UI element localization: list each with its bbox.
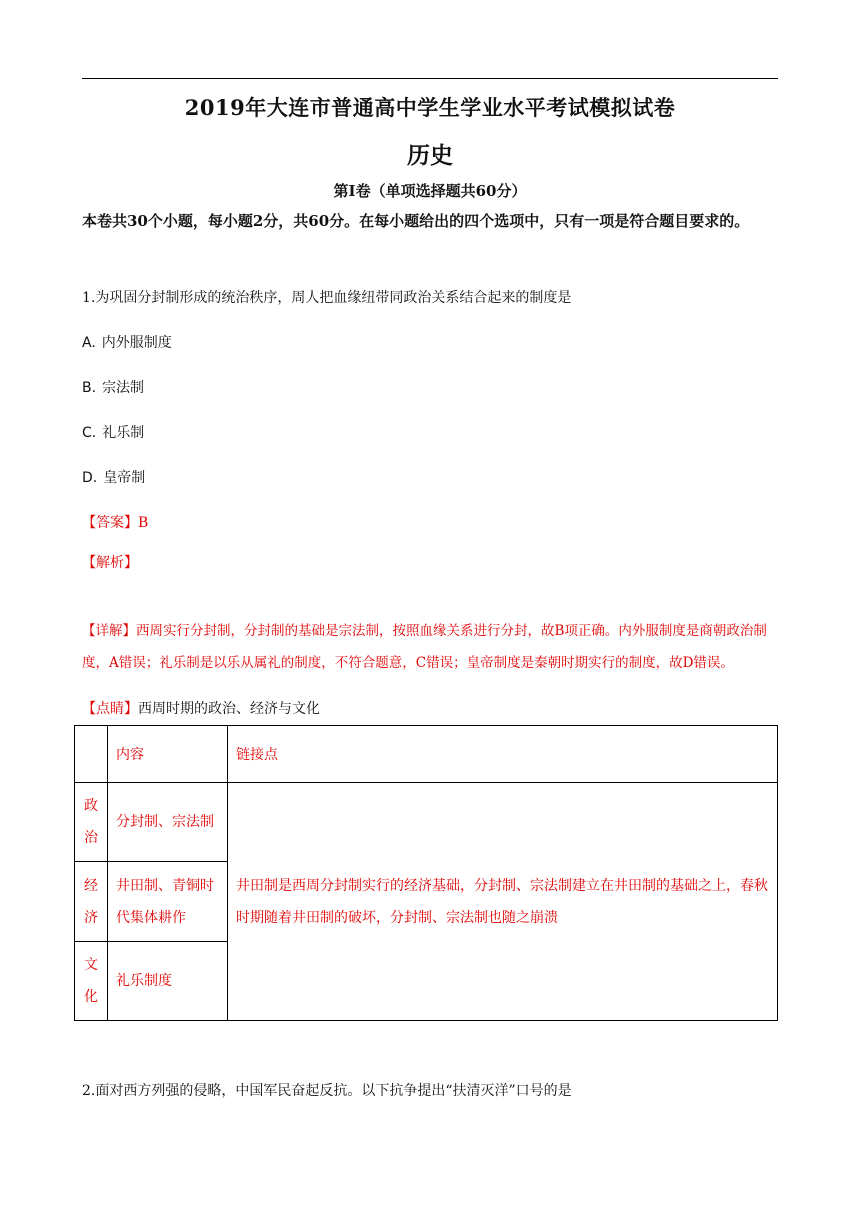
category-cell: 政治 xyxy=(75,783,108,862)
point-text: 西周时期的政治、经济与文化 xyxy=(138,701,320,717)
header-cell-blank xyxy=(75,726,108,783)
option-letter: B. xyxy=(82,380,97,396)
detail-explanation: 【详解】西周实行分封制，分封制的基础是宗法制，按照血缘关系进行分封，故B项正确。内外服制度是商朝政治制度，A错误；礼乐制是以乐从属礼的制度，不符合题意，C错误；皇帝制度是秦朝时期实行的制度，故D错误。 xyxy=(82,623,767,671)
option-letter: D. xyxy=(82,470,98,486)
link-cell: 井田制是西周分封制实行的经济基础，分封制、宗法制建立在井田制的基础之上，春秋时期随着井田制的破坏，分封制、宗法制也随之崩溃 xyxy=(228,783,778,1021)
analysis-label: 【解析】 xyxy=(82,555,138,571)
summary-table xyxy=(74,725,778,1021)
option-text: 宗法制 xyxy=(102,380,145,396)
header-cell-link: 链接点 xyxy=(228,726,778,783)
header-rule xyxy=(82,78,778,79)
table-header-row xyxy=(75,726,778,783)
option-a xyxy=(82,332,172,352)
option-text: 礼乐制 xyxy=(102,425,145,441)
option-c xyxy=(82,422,144,442)
section-title: 第Ⅰ卷（单项选择题共60分） xyxy=(333,182,527,200)
category-cell: 经济 xyxy=(75,862,108,942)
content-cell: 礼乐制度 xyxy=(108,942,228,1021)
option-letter: C. xyxy=(82,425,97,441)
option-d xyxy=(82,467,145,487)
question-2-stem: 2.面对西方列强的侵略，中国军民奋起反抗。以下抗争提出“扶清灭洋”口号的是 xyxy=(82,1083,572,1099)
content-cell: 井田制、青铜时代集体耕作 xyxy=(108,862,228,942)
option-text: 内外服制度 xyxy=(101,335,172,351)
instructions: 本卷共30个小题，每小题2分，共60分。在每小题给出的四个选项中，只有一项是符合题目要求的。 xyxy=(82,212,750,230)
point-label: 【点睛】 xyxy=(82,701,138,717)
option-text: 皇帝制 xyxy=(103,470,146,486)
exam-title: 2019年大连市普通高中学生学业水平考试模拟试卷 xyxy=(184,95,676,120)
table-row xyxy=(75,783,778,862)
answer: 【答案】B xyxy=(82,515,149,531)
content-cell: 分封制、宗法制 xyxy=(108,783,228,862)
option-letter: A. xyxy=(82,335,96,351)
question-1-stem: 1.为巩固分封制形成的统治秩序，周人把血缘纽带同政治关系结合起来的制度是 xyxy=(82,290,572,306)
subject-title: 历史 xyxy=(407,142,453,169)
option-b xyxy=(82,377,144,397)
category-cell: 文化 xyxy=(75,942,108,1021)
point-note xyxy=(82,698,320,718)
header-cell-content: 内容 xyxy=(108,726,228,783)
